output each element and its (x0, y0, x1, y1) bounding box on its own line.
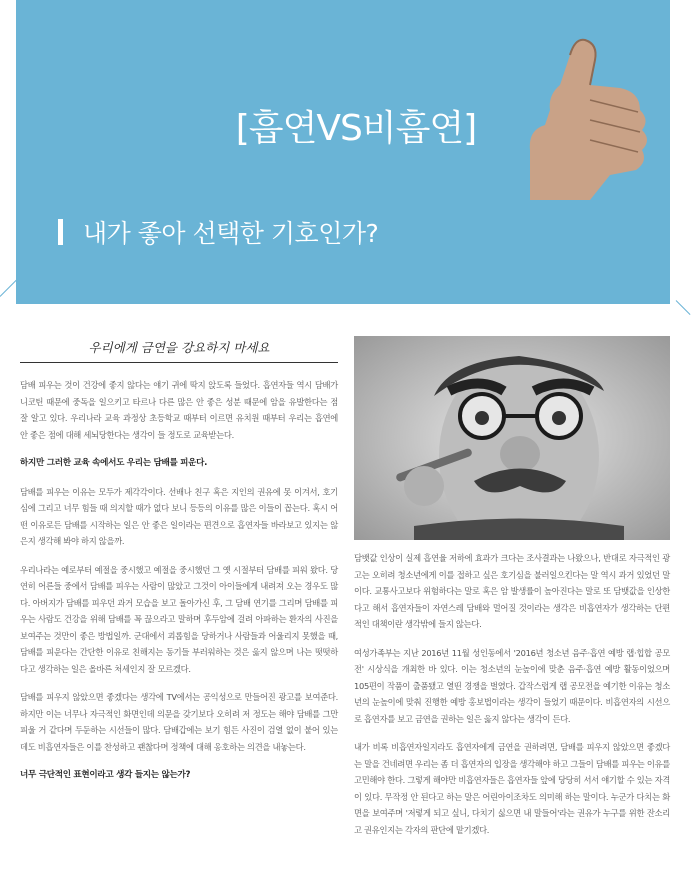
paragraph: 담배를 피우지 않았으면 좋겠다는 생각에 TV에서는 공익성으로 만들어진 광고를 보여준다. 하지만 이는 너무나 자극적인 화면인데 의문을 갖기보다 오히려 저 정도는 해야 담배를 그만 피울 거 같다며 두둔하는 시선들이 많다. 담배갑에는 보기 힘든 사진이 검열 없이 붙어 있는데도 비흡연자들은 이를 찬성하고 괜찮다며 정책에 대해 옹호하는 의견을 내놓는다. (20, 692, 338, 752)
left-column (20, 336, 338, 796)
thumbs-up-photo (490, 0, 670, 200)
paragraph: 담배 피우는 것이 건강에 좋지 않다는 얘기 귀에 딱지 앉도록 들었다. 흡연자들 역시 담배가 니코틴 때문에 중독을 일으키고 타르나 다른 많은 안 좋은 성분 때문에 암을 유발한다는 점 잘 알고 있다. 우리나라 교육 과정상 초등학교 때부터 이르면 유치원 때부터 우리는 흡연에 안 좋은 점에 대해 세뇌당한다는 생각이 들 정도로 교육받는다. (20, 380, 338, 440)
subtitle-bar (58, 219, 63, 245)
right-column (354, 336, 670, 850)
section-heading: 우리에게 금연을 강요하지 마세요 (20, 338, 338, 363)
corner-decoration-right (676, 300, 691, 315)
paragraph: 담배를 피우는 이유는 모두가 제각각이다. 선배나 친구 혹은 지인의 권유에 못 이겨서, 호기심에 그리고 너무 힘들 때 의지할 때가 없다 보니 등등의 이유를 많은 이들이 꼽는다. 혹시 어떤 이유로든 담배를 시작하는 일은 안 좋은 일이라는 편견으로 흡연자들 바라보고 있지는 않은지 생각해 봐야 하지 않을까. (20, 486, 338, 546)
paragraph: 여성가족부는 지난 2016년 11월 성인동에서 '2016년 청소년 음주·흡연 예방 랩·힙합 공모전' 시상식을 개최한 바 있다. 이는 청소년의 눈높이에 맞춘 음주·흡연 예방 활동이었으며 105편이 작품이 출품됐고 열띤 경쟁을 벌였다. 갑작스럽게 랩 공모전을 예기한 이유는 청소년의 눈높이에 맞춰 진행한 예방 홍보법이라는 생각이 들었기 때문이다. 비흡연자의 시선으로 흡연자를 보고 금연을 권하는 일은 옳지 않다는 생각이 든다. (354, 647, 670, 724)
corner-decoration-left (0, 279, 17, 297)
man-with-cigar-photo (354, 336, 670, 540)
page-title: [흡연VS비흡연] (235, 108, 477, 149)
paragraph: 내가 비록 비흡연자일지라도 흡연자에게 금연을 권하려면, 담배를 피우지 않았으면 좋겠다는 말을 건네려면 우리는 좀 더 흡연자의 입장을 생각해야 하고 그들이 담배를 피우는 이유를 고민해야 한다. 그렇게 해야만 비흡연자들은 흡연자들 앞에 당당히 서서 얘기할 수 있는 자격이 있다. 무작정 안 된다고 하는 말은 어린아이조차도 의미해 하는 말이다. 누군가 다치는 화면을 보여주며 '저렇게 되고 싶니, 다치기 싫으면 내 말들어'라는 권유가 누구를 위한 잔소리고 권유인지는 각자의 판단에 맡기겠다. (354, 742, 670, 835)
bold-question: 너무 극단적인 표현이라고 생각 들지는 않는가? (20, 770, 191, 780)
header-banner (16, 0, 670, 304)
subtitle-text: 내가 좋아 선택한 기호인가? (83, 219, 379, 248)
bold-statement: 하지만 그러한 교육 속에서도 우리는 담배를 피운다. (20, 458, 208, 468)
paragraph: 담뱃값 인상이 실제 흡연율 저하에 효과가 크다는 조사결과는 나왔으나, 반대로 자극적인 광고는 오히려 청소년에게 이를 접하고 싶은 호기심을 불러일으킨다는 말 역시 과거 있었던 말이다. 교통사고보다 위험하다는 말로 혹은 암 발생률이 높아진다는 말로 또 담뱃값을 인상한다고 해서 흡연자들이 자연스레 담배와 멀어질 것이라는 생각은 비흡연자가 생각하는 단편적인 대책이란 생각밖에 들지 않는다. (354, 553, 670, 629)
subtitle (58, 214, 378, 250)
paragraph: 우리나라는 예로부터 예절을 중시했고 예절을 중시했던 그 옛 시절부터 담배를 피워 왔다. 당연히 어른들 중에서 담배를 피우는 사람이 많았고 그것이 아이들에게 내려져 오는 경우도 많다. 아버지가 담배를 피우던 과거 모습을 보고 돌아가신 후, 그 담배 연기를 그리며 담배를 피우는 사람도 건강을 위해 담배를 꼭 끊으라고 말하며 후두암에 걸려 아파하는 환자의 사진을 보여주는 것만이 좋은 방법일까. 군대에서 괴롭힘을 당하거나 사람들과 어울리지 못했을 때, 담배를 피운다는 간단한 이유로 친해지는 동기들 부러워하는 것은 옳지 않으며 나는 떳떳하다고 생각하는 일은 올바른 처세인지 잘 모르겠다. (20, 564, 338, 674)
